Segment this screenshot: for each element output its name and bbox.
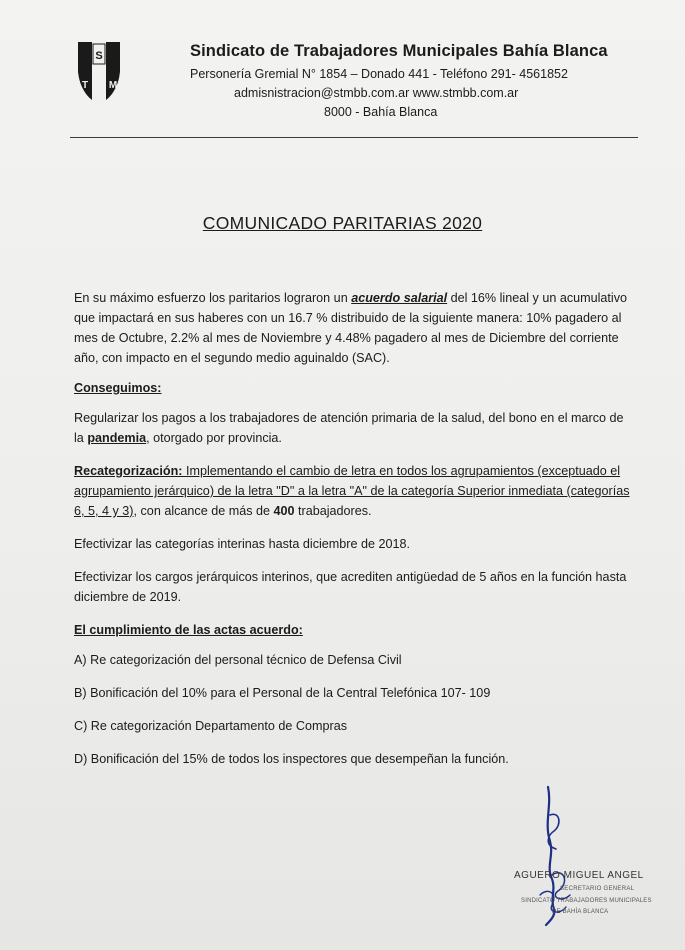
pandemia-emphasis: pandemia — [87, 431, 147, 445]
list-item: D) Bonificación del 15% de todos los inspectores que desempeñan la función. — [74, 752, 509, 766]
document-body — [74, 288, 634, 782]
signer-org: SINDICATO TRABAJADORES MUNICIPALES — [521, 898, 652, 904]
jerarquicos-paragraph: Efectivizar los cargos jerárquicos interinos, que acrediten antigüedad de 5 años en la función hasta diciembre de 2019. — [74, 570, 627, 604]
union-city: 8000 - Bahía Blanca — [324, 105, 438, 119]
signer-name: AGUERO MIGUEL ANGEL — [514, 870, 644, 881]
cumplimiento-heading: El cumplimiento de las actas acuerdo: — [74, 623, 303, 637]
recategorizacion-paragraph: Recategorización: Implementando el cambio de letra en todos los agrupamientos (exceptuado el agrupamiento jerárquico) de la letra "D" a la letra "A" de la categoría Superior inmediata (categorías 6, 5, 4 y 3), con alcance de más de 400 trabajadores. — [74, 464, 630, 518]
signer-role: SECRETARIO GENERAL — [560, 886, 635, 892]
union-shield-logo — [72, 38, 126, 106]
union-name: Sindicato de Trabajadores Municipales Bahía Blanca — [190, 42, 608, 60]
intro-emphasis: acuerdo salarial — [351, 291, 448, 305]
header-divider — [70, 137, 638, 138]
conseguimos-heading: Conseguimos: — [74, 381, 162, 395]
logo-letter-s: S — [95, 50, 103, 62]
letterhead — [190, 42, 630, 124]
intro-paragraph: En su máximo esfuerzo los paritarios lograron un acuerdo salarial del 16% lineal y un acumulativo que impactará en sus haberes con un 16.7 % distribuido de la siguiente manera: 10% pagadero al mes de Octubre, 2.2% al mes de Noviembre y 4.48% pagadero al mes de Diciembre del corriente año, con impacto en el segundo medio aguinaldo (SAC). — [74, 291, 628, 365]
document-title: COMUNICADO PARITARIAS 2020 — [202, 213, 483, 233]
regularizar-paragraph: Regularizar los pagos a los trabajadores de atención primaria de la salud, del bono en el marco de la pandemia, otorgado por provincia. — [74, 411, 624, 445]
list-item: C) Re categorización Departamento de Compras — [74, 719, 347, 733]
signer-org-city: DE BAHÍA BLANCA — [552, 909, 609, 915]
list-item: B) Bonificación del 10% para el Personal de la Central Telefónica 107- 109 — [74, 686, 491, 700]
logo-letter-t: T — [81, 80, 89, 91]
recategorizacion-label: Recategorización: — [74, 464, 183, 478]
interinas-paragraph: Efectivizar las categorías interinas hasta diciembre de 2018. — [74, 537, 411, 551]
logo-letter-m: M — [108, 80, 118, 91]
list-item: A) Re categorización del personal técnico de Defensa Civil — [74, 653, 402, 667]
union-contact: admisnistracion@stmbb.com.ar www.stmbb.com.ar — [234, 86, 519, 100]
union-legal-info: Personería Gremial N° 1854 – Donado 441 - Teléfono 291- 4561852 — [190, 67, 568, 81]
